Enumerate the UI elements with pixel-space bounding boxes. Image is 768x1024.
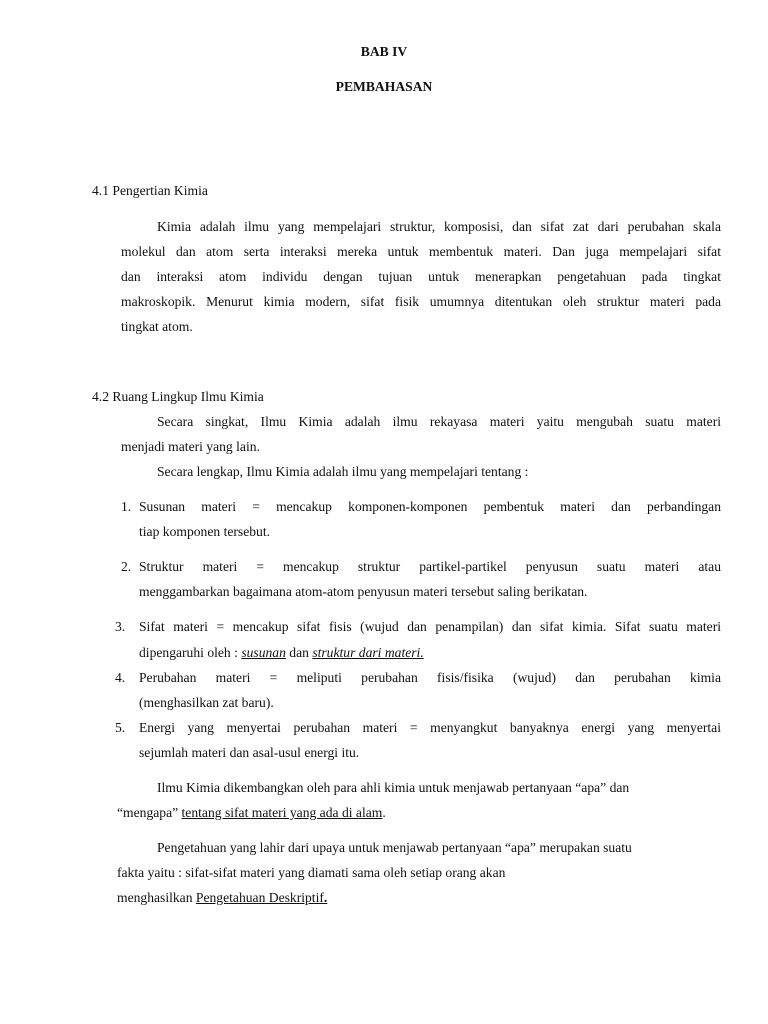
list-item-line: Energi yang menyertai perubahan materi = menyangkut banyaknya energi yang menyertai (139, 720, 721, 735)
list-number: 5. (115, 720, 126, 735)
paragraph-line: dan interaksi atom individu dengan tujuan untuk menerapkan pengetahuan pada tingkat (121, 269, 721, 284)
paragraph-line (117, 890, 327, 906)
paragraph-line: Pengetahuan yang lahir dari upaya untuk menjawab pertanyaan “apa” merupakan suatu (157, 840, 632, 855)
underlined-term-susunan: susunan (241, 645, 286, 660)
paragraph-line: Kimia adalah ilmu yang mempelajari struktur, komposisi, dan sifat zat dari perubahan skala (157, 219, 721, 234)
list-number: 3. (115, 619, 126, 634)
paragraph-text: . (382, 805, 386, 820)
paragraph-line: makroskopik. Menurut kimia modern, sifat fisik umumnya ditentukan oleh struktur materi pada (121, 294, 721, 309)
list-item-line: menggambarkan bagaimana atom-atom penyusun materi tersebut saling berikatan. (139, 584, 588, 599)
underlined-term-pengetahuan-deskriptif: Pengetahuan Deskriptif (195, 890, 324, 905)
list-item-line: Struktur materi = mencakup struktur partikel-partikel penyusun suatu materi atau (139, 559, 721, 574)
list-number: 2. (121, 559, 132, 574)
underlined-term-struktur: struktur dari materi. (312, 645, 424, 660)
paragraph-line (117, 805, 386, 821)
list-item-text: dan (285, 645, 313, 660)
list-item-line: Perubahan materi = meliputi perubahan fisis/fisika (wujud) dan perubahan kimia (139, 670, 721, 685)
list-item-line: tiap komponen tersebut. (139, 524, 270, 539)
paragraph-line: Ilmu Kimia dikembangkan oleh para ahli kimia untuk menjawab pertanyaan “apa” dan (157, 780, 630, 795)
chapter-heading: BAB IV (360, 44, 408, 59)
list-item-line (139, 645, 424, 661)
paragraph-text: . (323, 890, 328, 905)
underlined-phrase: tentang sifat materi yang ada di alam (181, 805, 383, 820)
paragraph-line: tingkat atom. (121, 319, 193, 334)
list-item-text: dipengaruhi oleh : (139, 645, 242, 660)
paragraph-line: fakta yaitu : sifat-sifat materi yang diamati sama oleh setiap orang akan (117, 865, 506, 880)
list-number: 4. (115, 670, 126, 685)
list-item-line: sejumlah materi dan asal-usul energi itu. (139, 745, 360, 760)
paragraph-text: “mengapa” (117, 805, 182, 820)
section-heading-4-1: 4.1 Pengertian Kimia (92, 183, 208, 198)
list-item-line: Susunan materi = mencakup komponen-komponen pembentuk materi dan perbandingan (139, 499, 721, 514)
paragraph-line: molekul dan atom serta interaksi mereka untuk membentuk materi. Dan juga mempelajari sifat (121, 244, 721, 259)
section-heading-4-2: 4.2 Ruang Lingkup Ilmu Kimia (92, 389, 264, 404)
list-item-line: Sifat materi = mencakup sifat fisis (wujud dan penampilan) dan sifat kimia. Sifat suatu materi (139, 619, 721, 634)
paragraph-line: menjadi materi yang lain. (121, 439, 260, 454)
list-item-line: (menghasilkan zat baru). (139, 695, 274, 710)
paragraph-line: Secara singkat, Ilmu Kimia adalah ilmu rekayasa materi yaitu mengubah suatu materi (157, 414, 721, 429)
page-title: PEMBAHASAN (335, 79, 433, 94)
paragraph-text: menghasilkan (117, 890, 196, 905)
list-number: 1. (121, 499, 132, 514)
paragraph-line: Secara lengkap, Ilmu Kimia adalah ilmu yang mempelajari tentang : (157, 464, 529, 479)
